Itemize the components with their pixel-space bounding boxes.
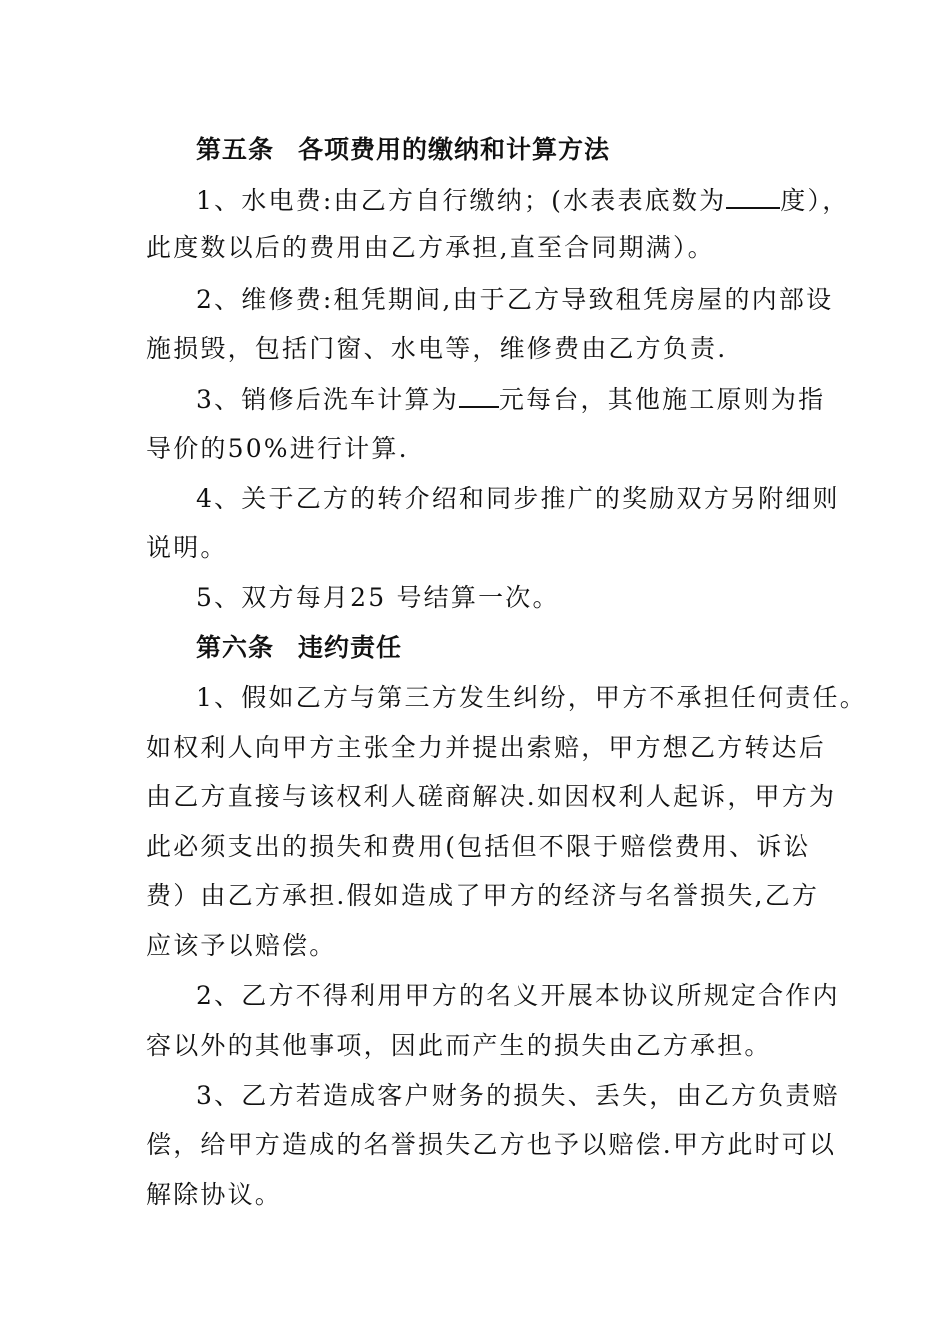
article-6-title: 违约责任 bbox=[298, 633, 403, 662]
item-text: 度）， bbox=[780, 186, 850, 215]
article-5-item-1-line-2: 此度数以后的费用由乙方承担,直至合同期满）。 bbox=[146, 233, 715, 262]
article-5-title: 各项费用的缴纳和计算方法 bbox=[298, 135, 611, 164]
article-6-heading bbox=[196, 631, 826, 665]
article-5-item-3-line-1 bbox=[196, 382, 826, 417]
item-text: 元每台，其他施工原则为指 bbox=[498, 385, 826, 414]
article-6-item-1-line-2: 如权利人向甲方主张全力并提出索赔，甲方想乙方转达后 bbox=[146, 733, 827, 762]
article-5-number: 第五条 bbox=[196, 135, 275, 164]
article-6-item-2-line-1: 2、乙方不得利用甲方的名义开展本协议所规定合作内 bbox=[196, 981, 840, 1010]
article-6-item-3-line-3: 解除协议。 bbox=[146, 1180, 283, 1209]
item-text: 3、销修后洗车计算为 bbox=[196, 385, 459, 414]
article-6-item-1-line-4: 此必须支出的损失和费用(包括但不限于赔偿费用、诉讼 bbox=[146, 832, 811, 861]
article-6-item-1-line-6: 应该予以赔偿。 bbox=[146, 931, 337, 960]
fill-in-blank bbox=[459, 382, 499, 408]
article-5-item-2-line-1: 2、维修费:租凭期间,由于乙方导致租凭房屋的内部设 bbox=[196, 285, 834, 314]
article-6-item-1-line-1: 1、假如乙方与第三方发生纠纷，甲方不承担任何责任。 bbox=[196, 683, 867, 712]
article-6-item-3-line-1: 3、乙方若造成客户财务的损失、丢失，由乙方负责赔 bbox=[196, 1081, 840, 1110]
article-5-item-5-line-1: 5、双方每月25 号结算一次。 bbox=[196, 583, 560, 612]
article-6-item-1-line-3: 由乙方直接与该权利人磋商解决.如因权利人起诉，甲方为 bbox=[146, 782, 837, 811]
article-6-item-2-line-2: 容以外的其他事项，因此而产生的损失由乙方承担。 bbox=[146, 1031, 772, 1060]
article-5-item-3-line-2: 导价的50%进行计算. bbox=[146, 434, 409, 463]
article-5-item-4-line-2: 说明。 bbox=[146, 533, 228, 562]
article-6-number: 第六条 bbox=[196, 633, 275, 662]
article-6-item-1-line-5: 费）由乙方承担.假如造成了甲方的经济与名誉损失,乙方 bbox=[146, 881, 820, 910]
fill-in-blank bbox=[726, 183, 780, 209]
item-text: 1、水电费:由乙方自行缴纳；(水表表底数为 bbox=[196, 186, 727, 215]
article-5-item-1-line-1 bbox=[196, 183, 850, 218]
article-5-heading bbox=[196, 133, 826, 167]
article-5-item-4-line-1: 4、关于乙方的转介绍和同步推广的奖励双方另附细则 bbox=[196, 484, 840, 513]
article-5-item-2-line-2: 施损毁，包括门窗、水电等，维修费由乙方负责. bbox=[146, 334, 728, 363]
article-6-item-3-line-2: 偿，给甲方造成的名誉损失乙方也予以赔偿.甲方此时可以 bbox=[146, 1130, 837, 1159]
